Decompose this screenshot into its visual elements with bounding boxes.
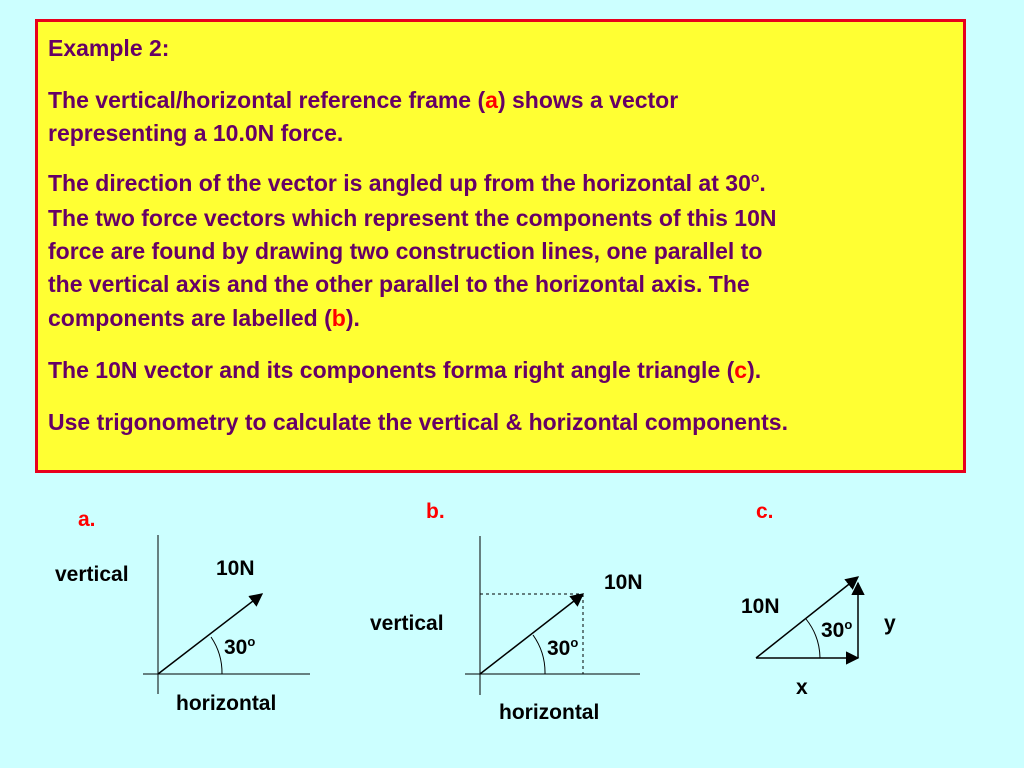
paragraph-1-line-1: The vertical/horizontal reference frame (a) shows a vector [48, 87, 679, 113]
paragraph-2-line-2: The two force vectors which represent the components of this 10N [48, 205, 777, 231]
diagram-b-angle-arc [533, 635, 545, 674]
paragraph-1-line-2: representing a 10.0N force. [48, 120, 344, 146]
diagram-a-force-label: 10N [216, 557, 255, 580]
diagram-c-angle-arc [806, 619, 820, 658]
ref-c: c [734, 357, 748, 383]
diagram-c-y-label: y [884, 612, 896, 635]
diagram-b-angle-label: 30$^o$ [547, 635, 579, 660]
diagram-b-force-label: 10N [604, 571, 643, 594]
diagram-a-angle-label: 30$^o$ [224, 634, 256, 659]
paragraph-4: Use trigonometry to calculate the vertical & horizontal components. [48, 409, 788, 435]
diagram-b-vertical-label: vertical [370, 612, 444, 635]
diagram-c-x-label: x [796, 676, 808, 699]
ref-b: b [331, 305, 346, 331]
paragraph-2-line-4: the vertical axis and the other parallel to the horizontal axis. The [48, 271, 750, 297]
ref-a: a [485, 87, 498, 113]
paragraph-2-line-3: force are found by drawing two construction lines, one parallel to [48, 238, 763, 264]
diagram-b-label: b. [426, 500, 445, 523]
diagram-b-force-vector [480, 594, 583, 674]
example-title: Example 2: [48, 35, 170, 61]
diagram-a-vertical-label: vertical [55, 563, 129, 586]
diagram-a-angle-arc [211, 637, 222, 674]
diagram-b [465, 536, 640, 695]
diagram-a-horizontal-label: horizontal [176, 692, 277, 715]
diagram-b-horizontal-label: horizontal [499, 701, 600, 724]
paragraph-2-line-5: components are labelled (b). [48, 305, 360, 331]
diagram-c-force-label: 10N [741, 595, 780, 618]
diagram-c-angle-label: 30$^o$ [821, 617, 853, 642]
paragraph-2-line-1: The direction of the vector is angled up from the horizontal at 30$^o$. [48, 169, 766, 196]
diagram-c-label: c. [756, 500, 774, 523]
paragraph-3: The 10N vector and its components forma right angle triangle (c). [48, 357, 762, 383]
diagram-a-label: a. [78, 508, 96, 531]
